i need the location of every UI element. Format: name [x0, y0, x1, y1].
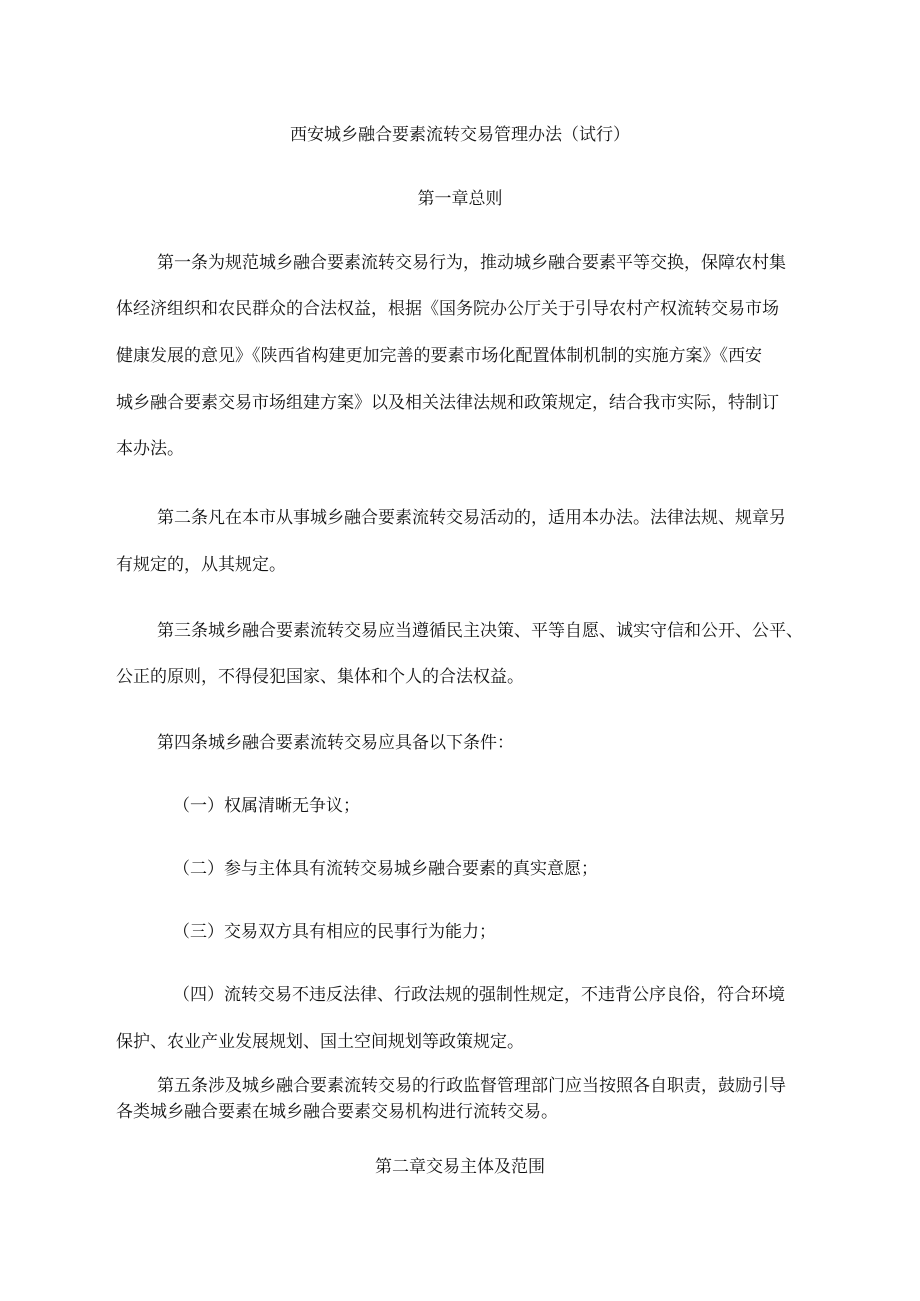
- paragraph-line: 各类城乡融合要素在城乡融合要素交易机构进行流转交易。: [116, 1102, 558, 1122]
- paragraph-line: 健康发展的意见》《陕西省构建更加完善的要素市场化配置体制机制的实施方案》《西安: [116, 346, 762, 366]
- condition-item: （一）权属清晰无争议；: [173, 796, 360, 816]
- paragraph-line: （四）流转交易不违反法律、行政法规的强制性规定，不违背公序良俗，符合环境: [173, 985, 785, 1005]
- paragraph-line: 第三条城乡融合要素流转交易应当遵循民主决策、平等自愿、诚实守信和公开、公平、: [157, 621, 803, 641]
- paragraph-line: 第一条为规范城乡融合要素流转交易行为，推动城乡融合要素平等交换，保障农村集: [157, 253, 786, 273]
- paragraph-line: 保护、农业产业发展规划、国土空间规划等政策规定。: [116, 1032, 524, 1052]
- paragraph-line: 本办法。: [116, 439, 184, 459]
- chapter-heading: 第一章总则: [417, 189, 503, 209]
- paragraph-line: 有规定的，从其规定。: [116, 555, 286, 575]
- article-4: 第四条城乡融合要素流转交易应具备以下条件：: [157, 733, 514, 753]
- paragraph-line: 公正的原则，不得侵犯国家、集体和个人的合法权益。: [116, 667, 524, 687]
- paragraph-line: 体经济组织和农民群众的合法权益，根据《国务院办公厅关于引导农村产权流转交易市场: [116, 299, 779, 319]
- chapter-heading: 第二章交易主体及范围: [375, 1157, 545, 1177]
- paragraph-line: 城乡融合要素交易市场组建方案》以及相关法律法规和政策规定，结合我市实际，特制订: [116, 393, 779, 413]
- paragraph-line: 第二条凡在本市从事城乡融合要素流转交易活动的，适用本办法。法律法规、规章另: [157, 508, 786, 528]
- document-title: 西安城乡融合要素流转交易管理办法（试行）: [290, 125, 630, 145]
- condition-item: （二）参与主体具有流转交易城乡融合要素的真实意愿；: [173, 859, 598, 879]
- paragraph-line: 第五条涉及城乡融合要素流转交易的行政监督管理部门应当按照各自职责，鼓励引导: [157, 1076, 786, 1096]
- condition-item: （三）交易双方具有相应的民事行为能力；: [173, 922, 496, 942]
